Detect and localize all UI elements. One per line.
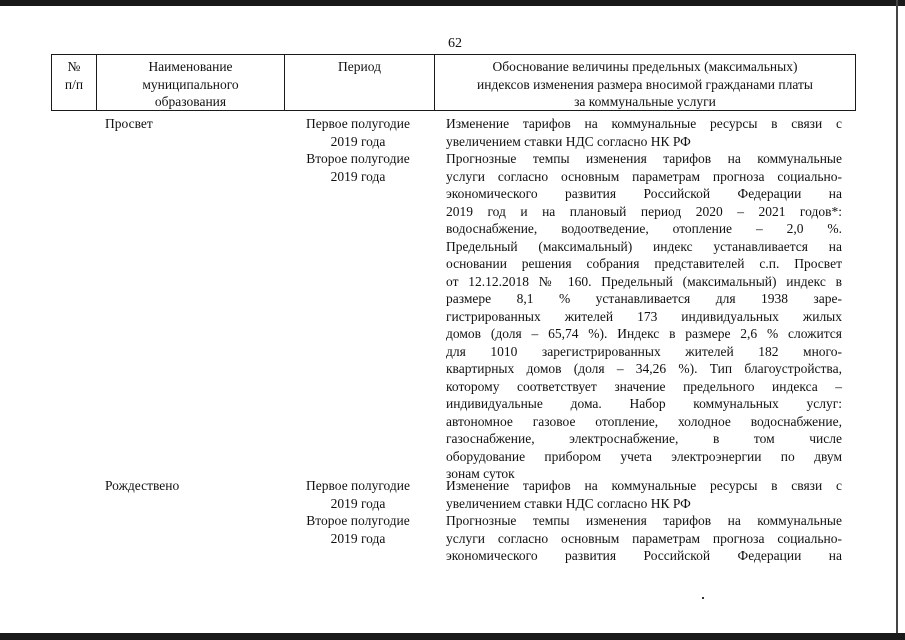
header-period [285, 58, 434, 76]
row-rozhdestveno-period-first [288, 477, 428, 512]
row-prosvet-municipality: Просвет [105, 116, 153, 131]
period-line: 2019 года [330, 530, 386, 546]
header-line: Период [338, 59, 381, 74]
basis-paragraph-vat [446, 477, 842, 512]
text-line: от 12.12.2018 № 160. Предельный (максимальный) индекс в [446, 273, 842, 289]
text-line: Изменение тарифов на коммунальные ресурсы в связи с [446, 478, 842, 493]
header-line: образования [154, 94, 227, 109]
header-line: Наименование [148, 59, 233, 74]
text-line: услуги согласно основным параметрам прогноза социально- [446, 530, 842, 546]
header-basis [435, 58, 855, 111]
text-line: увеличением ставки НДС согласно НК РФ [446, 495, 691, 511]
row-rozhdestveno-basis [446, 477, 842, 565]
header-number [52, 58, 96, 93]
scan-speck [702, 597, 704, 599]
header-line: муниципального [142, 76, 239, 92]
text-line: газоснабжение, электроснабжение, в том числе [446, 431, 842, 446]
text-line: оборудование прибором учета электроэнергии по двум [446, 448, 842, 464]
row-rozhdestveno-municipality: Рождествено [105, 478, 180, 493]
period-line: 2019 года [330, 133, 386, 149]
basis-paragraph-vat [446, 115, 842, 150]
row-prosvet-period-second [288, 150, 428, 185]
header-line: за коммунальные услуги [574, 94, 716, 109]
scan-border-bottom [0, 633, 905, 640]
text-line: квартирных домов (доля – 34,26 %). Тип благоустройства, [446, 361, 842, 376]
scan-border-right [896, 0, 898, 640]
table-right-border [855, 54, 856, 111]
text-line: Предельный (максимальный) индекс устанавливается на [446, 238, 842, 254]
period-line: 2019 года [330, 495, 386, 511]
row-prosvet-basis [446, 115, 842, 483]
period-line: Первое полугодие [306, 478, 410, 493]
text-line: гистрированных жителей 173 индивидуальных жилых [446, 308, 842, 324]
text-line: экономического развития Российской Федерации на [446, 186, 842, 201]
text-line: которому соответствует значение предельного индекса – [446, 378, 842, 394]
text-line: Прогнозные темпы изменения тарифов на коммунальные [446, 513, 842, 528]
period-line: 2019 года [330, 168, 386, 184]
header-line: Обоснование величины предельных (максимальных) [492, 59, 798, 74]
text-line: зонам суток [446, 466, 515, 481]
header-line: № [67, 59, 81, 74]
row-rozhdestveno-period-second [288, 512, 428, 547]
period-line: Второе полугодие [306, 513, 410, 528]
text-line: размере 8,1 % устанавливается для 1938 заре- [446, 291, 842, 306]
text-line: индивидуальные дома. Набор коммунальных услуг: [446, 396, 842, 411]
basis-paragraph-forecast [446, 150, 842, 483]
period-line: Первое полугодие [306, 116, 410, 131]
basis-paragraph-forecast [446, 512, 842, 565]
header-line: индексов изменения размера вносимой гражданами платы [477, 76, 813, 92]
header-line: п/п [64, 76, 84, 92]
text-line: Прогнозные темпы изменения тарифов на коммунальные [446, 151, 842, 166]
text-line: услуги согласно основным параметрам прогноза социально- [446, 168, 842, 184]
header-municipality [97, 58, 284, 111]
text-line: для 1010 зарегистрированных жителей 182 много- [446, 343, 842, 359]
text-line: автономное газовое отопление, холодное водоснабжение, [446, 413, 842, 429]
text-line: увеличением ставки НДС согласно НК РФ [446, 133, 691, 149]
text-line: Изменение тарифов на коммунальные ресурсы в связи с [446, 116, 842, 131]
text-line: основании решения собрания представителей с.п. Просвет [446, 256, 842, 271]
period-line: Второе полугодие [306, 151, 410, 166]
scan-border-top [0, 0, 905, 6]
table-top-border [51, 54, 856, 55]
text-line: экономического развития Российской Федерации на [446, 548, 842, 563]
text-line: водоснабжение, водоотведение, отопление – 2,0 %. [446, 221, 842, 236]
page-number: 62 [448, 36, 462, 51]
row-prosvet-period-first [288, 115, 428, 150]
text-line: 2019 год и на плановый период 2020 – 2021 годов*: [446, 203, 842, 219]
text-line: домов (доля – 65,74 %). Индекс в размере 2,6 % сложится [446, 326, 842, 341]
